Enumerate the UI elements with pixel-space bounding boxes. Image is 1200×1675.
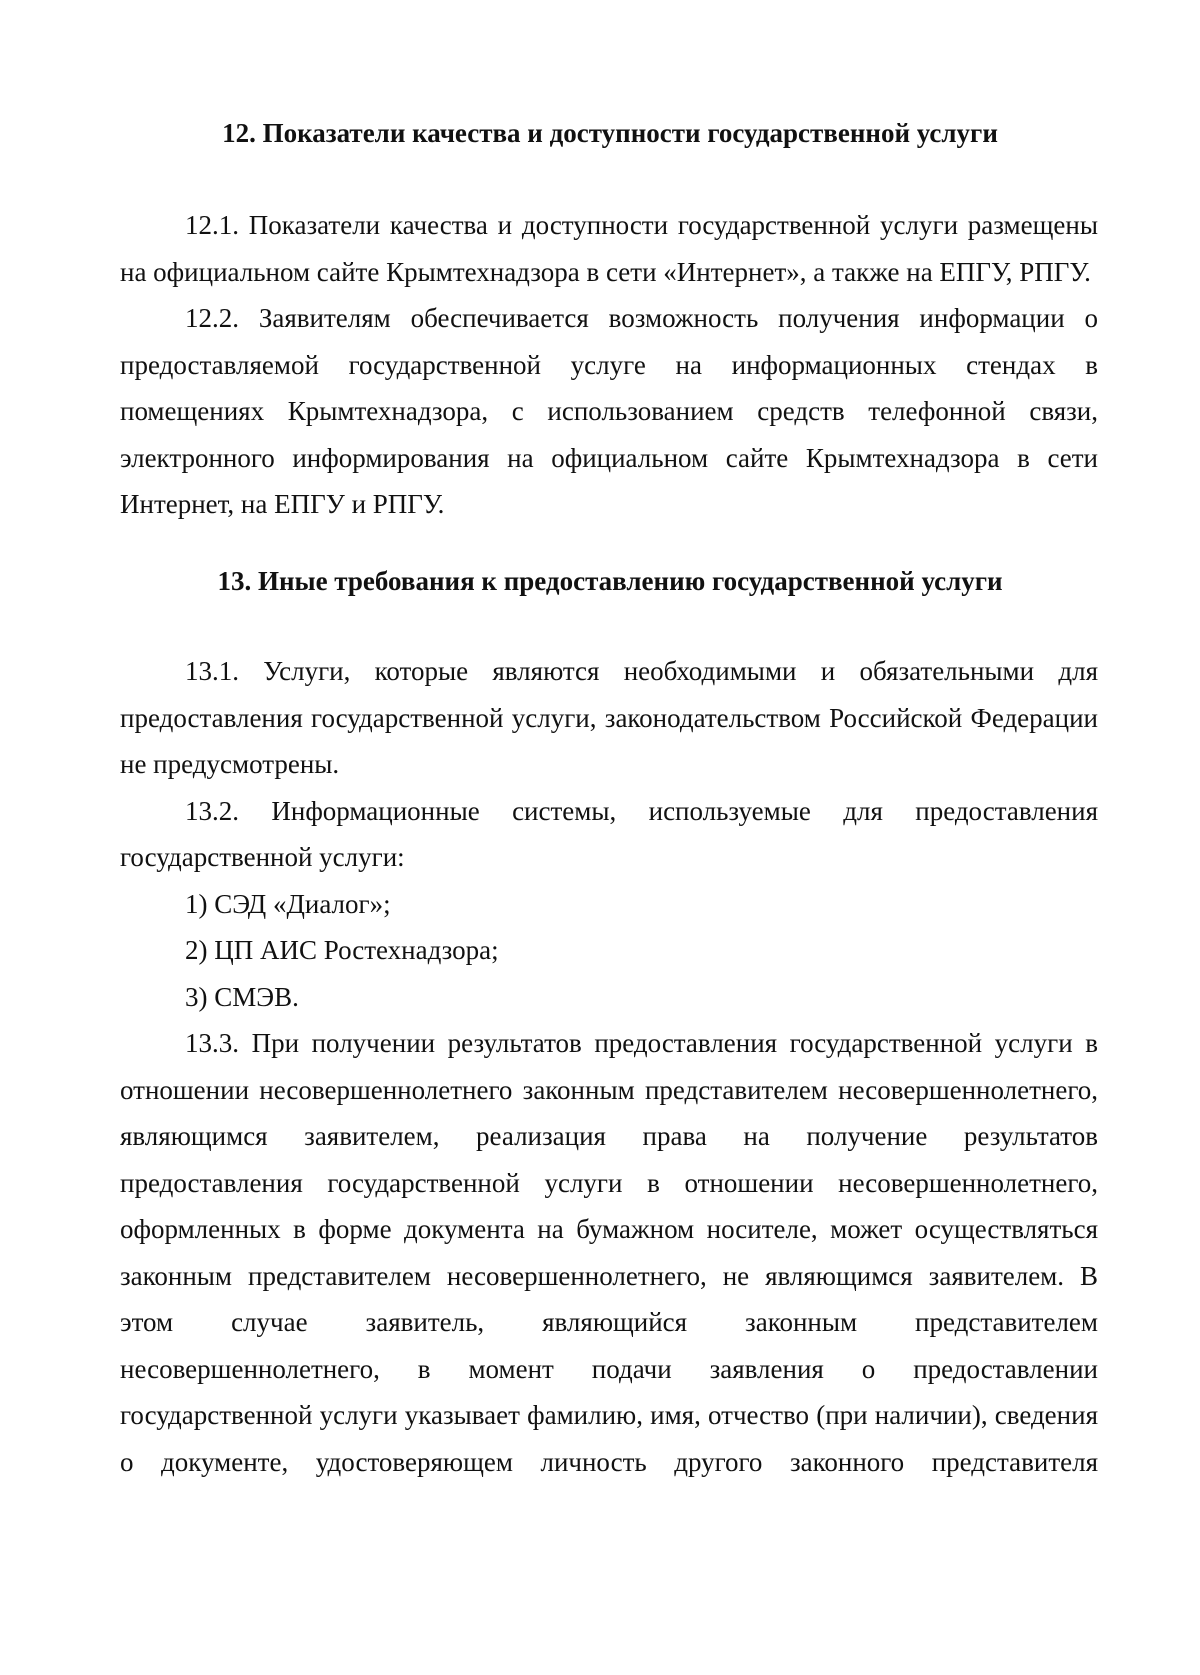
paragraph-13-2: 13.2. Информационные системы, используемые для предоставления государственной услуги: — [120, 795, 1098, 872]
list-item-2: 2) ЦП АИС Ростехнадзора; — [185, 935, 499, 965]
paragraph-13-3: 13.3. При получении результатов предоставления государственной услуги в отношении несовершеннолетнего законным представителем несовершеннолетнего, являющимся заявителем, реализация права на получение результатов предоставления государственной услуги в отношении несовершеннолетнего, оформленных в форме документа на бумажном носителе, может осуществляться законным представителем несовершеннолетнего, не являющимся заявителем. В этом случае заявитель, являющийся законным представителем несовершеннолетнего, в момент подачи заявления о предоставлении государственной услуги указывает фамилию, имя, отчество (при наличии), сведения о документе, удостоверяющем личность другого законного представителя — [120, 1028, 1098, 1477]
list-item-1: 1) СЭД «Диалог»; — [185, 888, 391, 919]
paragraph-12-1: 12.1. Показатели качества и доступности государственной услуги размещены на официальном сайте Крымтехнадзора в сети «Интернет», а также на ЕПГУ, РПГУ. — [120, 210, 1098, 287]
paragraph-12-2: 12.2. Заявителям обеспечивается возможность получения информации о предоставляемой государственной услуге на информационных стендах в помещениях Крымтехнадзора, с использованием средств телефонной связи, электронного информирования на официальном сайте Крымтехнадзора в сети Интернет, на ЕПГУ и РПГУ. — [120, 303, 1098, 519]
section-12-body — [120, 202, 1098, 528]
section-13-heading: 13. Иные требования к предоставлению государственной услуги — [217, 566, 1003, 596]
list-item-3: 3) СМЭВ. — [185, 981, 299, 1012]
paragraph-13-1: 13.1. Услуги, которые являются необходимыми и обязательными для предоставления государственной услуги, законодательством Российской Федерации не предусмотрены. — [120, 656, 1098, 779]
section-12-heading: 12. Показатели качества и доступности государственной услуги — [222, 118, 998, 148]
section-13-body — [120, 648, 1098, 1485]
